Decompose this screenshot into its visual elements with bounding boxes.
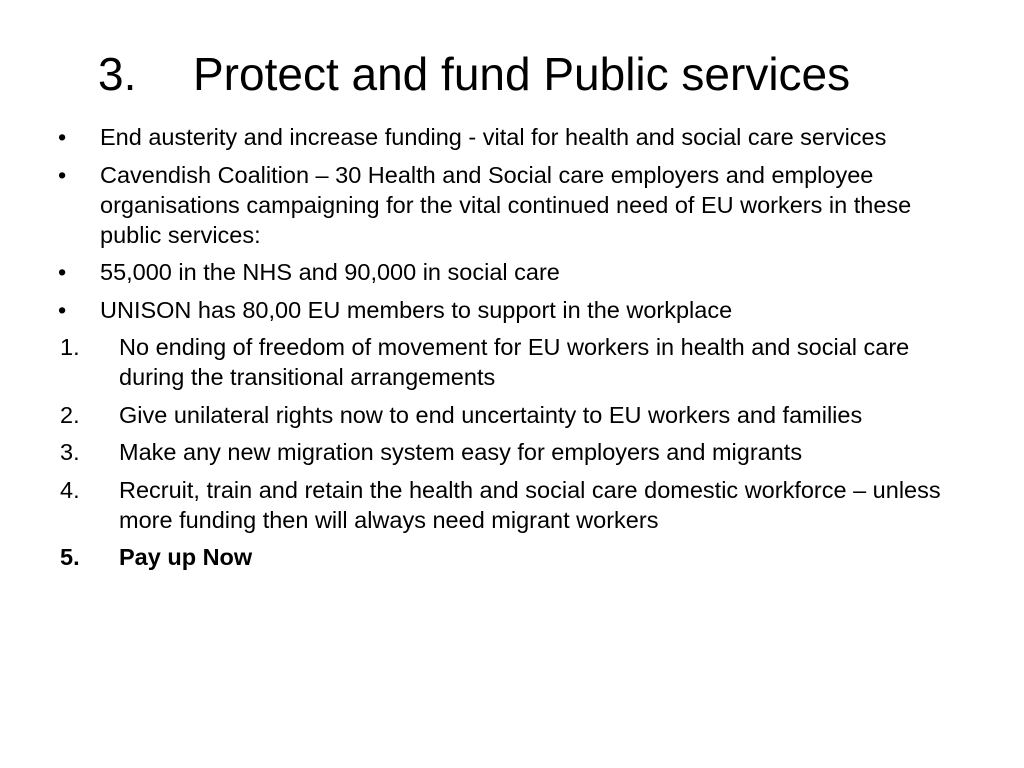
item-text: Recruit, train and retain the health and social care domestic workforce – unless more funding then will always need migrant workers [119, 476, 941, 533]
bullet-item [58, 122, 978, 152]
item-number: 4. [60, 476, 80, 503]
bullet-marker: • [58, 161, 67, 188]
bullet-item [58, 295, 978, 325]
numbered-item [58, 437, 978, 467]
bullet-marker: • [58, 296, 67, 323]
item-number: 2. [60, 401, 80, 428]
numbered-item [58, 400, 978, 430]
numbered-item [58, 332, 978, 392]
item-number: 3. [60, 439, 80, 465]
bullet-marker: • [58, 124, 67, 150]
item-text: Make any new migration system easy for employers and migrants [119, 439, 803, 465]
bullet-item [58, 257, 978, 287]
item-number: 5. [60, 544, 80, 570]
bullet-marker: • [58, 259, 67, 285]
item-text: Pay up Now [119, 544, 253, 570]
numbered-item [58, 475, 978, 535]
bullet-text: UNISON has 80,00 EU members to support in the workplace [100, 296, 733, 323]
item-text: Give unilateral rights now to end uncertainty to EU workers and families [119, 401, 863, 428]
bullet-text: Cavendish Coalition – 30 Health and Social care employers and employee organisations campaigning for the vital continued need of EU workers in these public services: [100, 161, 912, 248]
bullet-text: 55,000 in the NHS and 90,000 in social care [100, 259, 560, 285]
slide-body [58, 122, 978, 580]
bullet-text: End austerity and increase funding - vital for health and social care services [100, 124, 887, 150]
item-number: 1. [60, 334, 80, 360]
slide-title [98, 44, 850, 104]
item-text: No ending of freedom of movement for EU workers in health and social care during the transitional arrangements [119, 334, 910, 390]
numbered-item [58, 542, 978, 572]
bullet-item [58, 160, 978, 250]
title-number: 3. [98, 48, 137, 100]
title-text: Protect and fund Public services [193, 48, 851, 100]
